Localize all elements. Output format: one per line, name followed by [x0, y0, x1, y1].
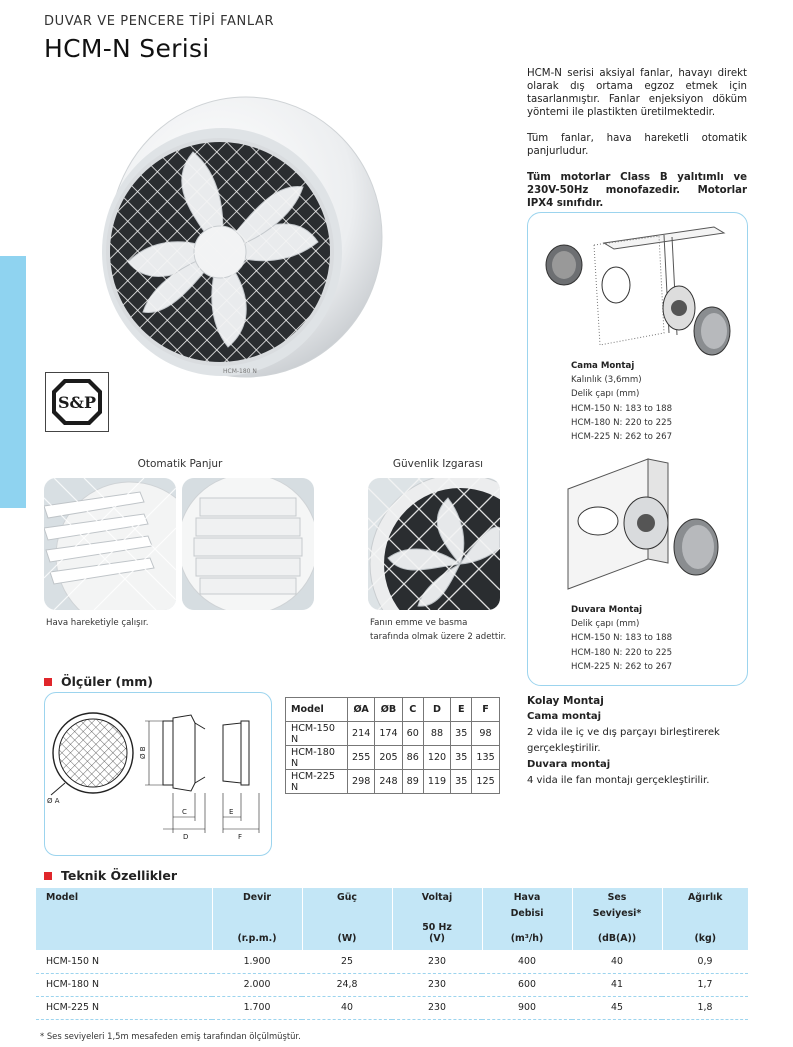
wall-mount-illustration — [558, 449, 738, 599]
dimension-drawing — [44, 692, 272, 856]
table-cell: 1,8 — [662, 996, 748, 1019]
table-cell: 174 — [375, 722, 402, 746]
footnote: * Ses seviyeleri 1,5m mesafeden emiş tarafından ölçülmüştür. — [40, 1031, 301, 1041]
fan-product-image — [98, 92, 384, 384]
table-subheader-row — [36, 914, 748, 950]
column-unit — [392, 914, 482, 950]
grille-label: Güvenlik Izgarası — [392, 458, 484, 470]
dimensions-heading — [44, 674, 153, 689]
table-cell: HCM-150 N — [286, 722, 348, 746]
easy-mount-title: Kolay Montaj — [527, 695, 604, 707]
column-header: Model — [36, 888, 212, 914]
table-cell: HCM-180 N — [286, 746, 348, 770]
dim-label-c: C — [182, 808, 187, 816]
grille-caption-line-2: tarafında olmak üzere 2 adettir. — [370, 632, 507, 642]
table-cell: 25 — [302, 950, 392, 973]
table-cell: 0,9 — [662, 950, 748, 973]
table-cell: 125 — [472, 770, 499, 794]
shutter-open-photo — [44, 478, 176, 610]
sp-logo — [45, 372, 109, 432]
wall-mount-description: 4 vida ile fan montajı gerçekleştirilir. — [527, 775, 710, 786]
table-cell: 119 — [423, 770, 450, 794]
wall-mount-line: Delik çapı (mm) — [571, 619, 640, 630]
intro-paragraph-2: Tüm fanlar, hava hareketli otomatik panjurludur. — [527, 133, 747, 157]
wall-mount-line: HCM-225 N: 262 to 267 — [571, 661, 673, 672]
wall-mount-subtitle: Duvara montaj — [527, 759, 611, 770]
column-header: Ağırlık — [688, 892, 723, 903]
column-subheader: Debisi — [510, 908, 544, 919]
table-cell: HCM-225 N — [286, 770, 348, 794]
table-cell: 600 — [482, 973, 572, 996]
safety-grille-photo — [368, 478, 500, 610]
column-subheader — [36, 914, 212, 950]
table-cell: 35 — [451, 770, 472, 794]
table-cell: 255 — [348, 746, 375, 770]
dim-label-e: E — [229, 808, 234, 816]
column-header: Hava — [482, 888, 572, 914]
column-header: D — [423, 698, 450, 722]
table-cell: 1.900 — [212, 950, 302, 973]
wall-mount-title: Duvara Montaj — [571, 605, 643, 615]
dimensions-heading-text: Ölçüler (mm) — [61, 674, 153, 689]
intro-paragraph-3: Tüm motorlar Class B yalıtımlı ve 230V-50Hz monofazedir. Motorlar IPX4 sınıfıdır. — [527, 172, 747, 209]
glass-mount-line: HCM-150 N: 183 to 188 — [571, 403, 673, 414]
column-header: Ses — [572, 888, 662, 914]
category-heading: DUVAR VE PENCERE TİPİ FANLAR — [44, 14, 275, 29]
table-cell: HCM-180 N — [36, 973, 212, 996]
glass-mount-line: HCM-225 N: 262 to 267 — [571, 432, 673, 443]
column-unit — [572, 908, 662, 950]
table-cell: 86 — [402, 746, 423, 770]
table-cell: 60 — [402, 722, 423, 746]
table-cell: 230 — [392, 996, 482, 1019]
fan-model-label: HCM-180 N — [223, 368, 257, 375]
table-row — [286, 746, 500, 770]
wall-mount-specs — [571, 603, 672, 674]
intro-text — [527, 67, 747, 223]
column-subheader: Seviyesi* — [592, 908, 642, 919]
table-row — [36, 950, 748, 973]
table-cell: 135 — [472, 746, 499, 770]
glass-mount-specs — [571, 359, 672, 444]
dim-label-d: D — [183, 833, 189, 841]
table-cell: 205 — [375, 746, 402, 770]
column-header: E — [451, 698, 472, 722]
table-cell: 98 — [472, 722, 499, 746]
column-header: Voltaj — [392, 888, 482, 914]
page-title: HCM-N Serisi — [44, 34, 210, 63]
table-cell: 41 — [572, 973, 662, 996]
grille-caption — [370, 616, 506, 644]
glass-mount-line: Kalınlık (3,6mm) — [571, 375, 642, 386]
table-cell: 2.000 — [212, 973, 302, 996]
table-cell: 35 — [451, 746, 472, 770]
tech-specs-table — [36, 888, 748, 1020]
table-cell: 400 — [482, 950, 572, 973]
column-header: Devir — [212, 888, 302, 914]
table-row — [286, 722, 500, 746]
dim-label-a: Ø A — [47, 797, 60, 805]
column-header: ØA — [348, 698, 375, 722]
table-cell: 24,8 — [302, 973, 392, 996]
shutter-label: Otomatik Panjur — [137, 458, 223, 470]
glass-mount-line: HCM-180 N: 220 to 225 — [571, 417, 673, 428]
shutter-caption: Hava hareketiyle çalışır. — [46, 618, 149, 628]
column-unit: (r.p.m.) — [212, 914, 302, 950]
dimensions-table — [285, 697, 500, 794]
glass-mount-line: Delik çapı (mm) — [571, 389, 640, 400]
glass-mount-illustration — [534, 223, 740, 361]
table-row — [36, 973, 748, 996]
tech-specs-heading — [44, 868, 177, 883]
table-cell: 45 — [572, 996, 662, 1019]
column-header: ØB — [375, 698, 402, 722]
shutter-closed-photo — [182, 478, 314, 610]
table-cell: 214 — [348, 722, 375, 746]
table-header-row — [286, 698, 500, 722]
table-cell: 248 — [375, 770, 402, 794]
mounting-panel — [527, 212, 748, 686]
column-unit-text: (m³/h) — [510, 933, 544, 944]
wall-mount-line: HCM-150 N: 183 to 188 — [571, 633, 673, 644]
svg-text:S&P: S&P — [57, 393, 97, 412]
table-cell: 298 — [348, 770, 375, 794]
tech-specs-heading-text: Teknik Özellikler — [61, 868, 177, 883]
table-cell: 88 — [423, 722, 450, 746]
table-cell: HCM-150 N — [36, 950, 212, 973]
column-header: C — [402, 698, 423, 722]
table-cell: 1.700 — [212, 996, 302, 1019]
column-header: Güç — [302, 888, 392, 914]
wall-mount-line: HCM-180 N: 220 to 225 — [571, 647, 673, 658]
table-cell: 89 — [402, 770, 423, 794]
table-cell: 1,7 — [662, 973, 748, 996]
table-cell: HCM-225 N — [36, 996, 212, 1019]
dim-label-f: F — [238, 833, 243, 841]
table-cell: 35 — [451, 722, 472, 746]
column-unit: (kg) — [694, 933, 716, 944]
column-subheader: 50 Hz — [422, 922, 452, 933]
column-header: F — [472, 698, 499, 722]
table-cell: 230 — [392, 973, 482, 996]
glass-mount-title: Cama Montaj — [571, 361, 635, 371]
table-cell: 120 — [423, 746, 450, 770]
grille-caption-line-1: Fanın emme ve basma — [370, 618, 468, 628]
column-unit: (W) — [302, 914, 392, 950]
column-unit-text: (dB(A)) — [597, 933, 637, 944]
column-unit-text: (V) — [429, 933, 445, 944]
column-header: Model — [286, 698, 348, 722]
intro-paragraph-1: HCM-N serisi aksiyal fanlar, havayı direkt olarak dış ortama egzoz etmek için tasarlanmıştır. Fanlar enjeksiyon döküm yöntemi ile plastikten üretilmektedir. — [527, 68, 747, 118]
bullet-square — [44, 872, 52, 880]
bullet-square — [44, 678, 52, 686]
table-cell: 230 — [392, 950, 482, 973]
column-unit — [482, 908, 572, 950]
table-row — [286, 770, 500, 794]
easy-mount-section — [527, 693, 757, 789]
side-color-tab — [0, 256, 26, 508]
glass-mount-description: 2 vida ile iç ve dış parçayı birleştirerek gerçekleştirilir. — [527, 727, 720, 754]
table-cell: 900 — [482, 996, 572, 1019]
dim-label-b: Ø B — [139, 746, 147, 759]
table-cell: 40 — [302, 996, 392, 1019]
glass-mount-subtitle: Cama montaj — [527, 711, 602, 722]
table-cell: 40 — [572, 950, 662, 973]
table-row — [36, 996, 748, 1019]
